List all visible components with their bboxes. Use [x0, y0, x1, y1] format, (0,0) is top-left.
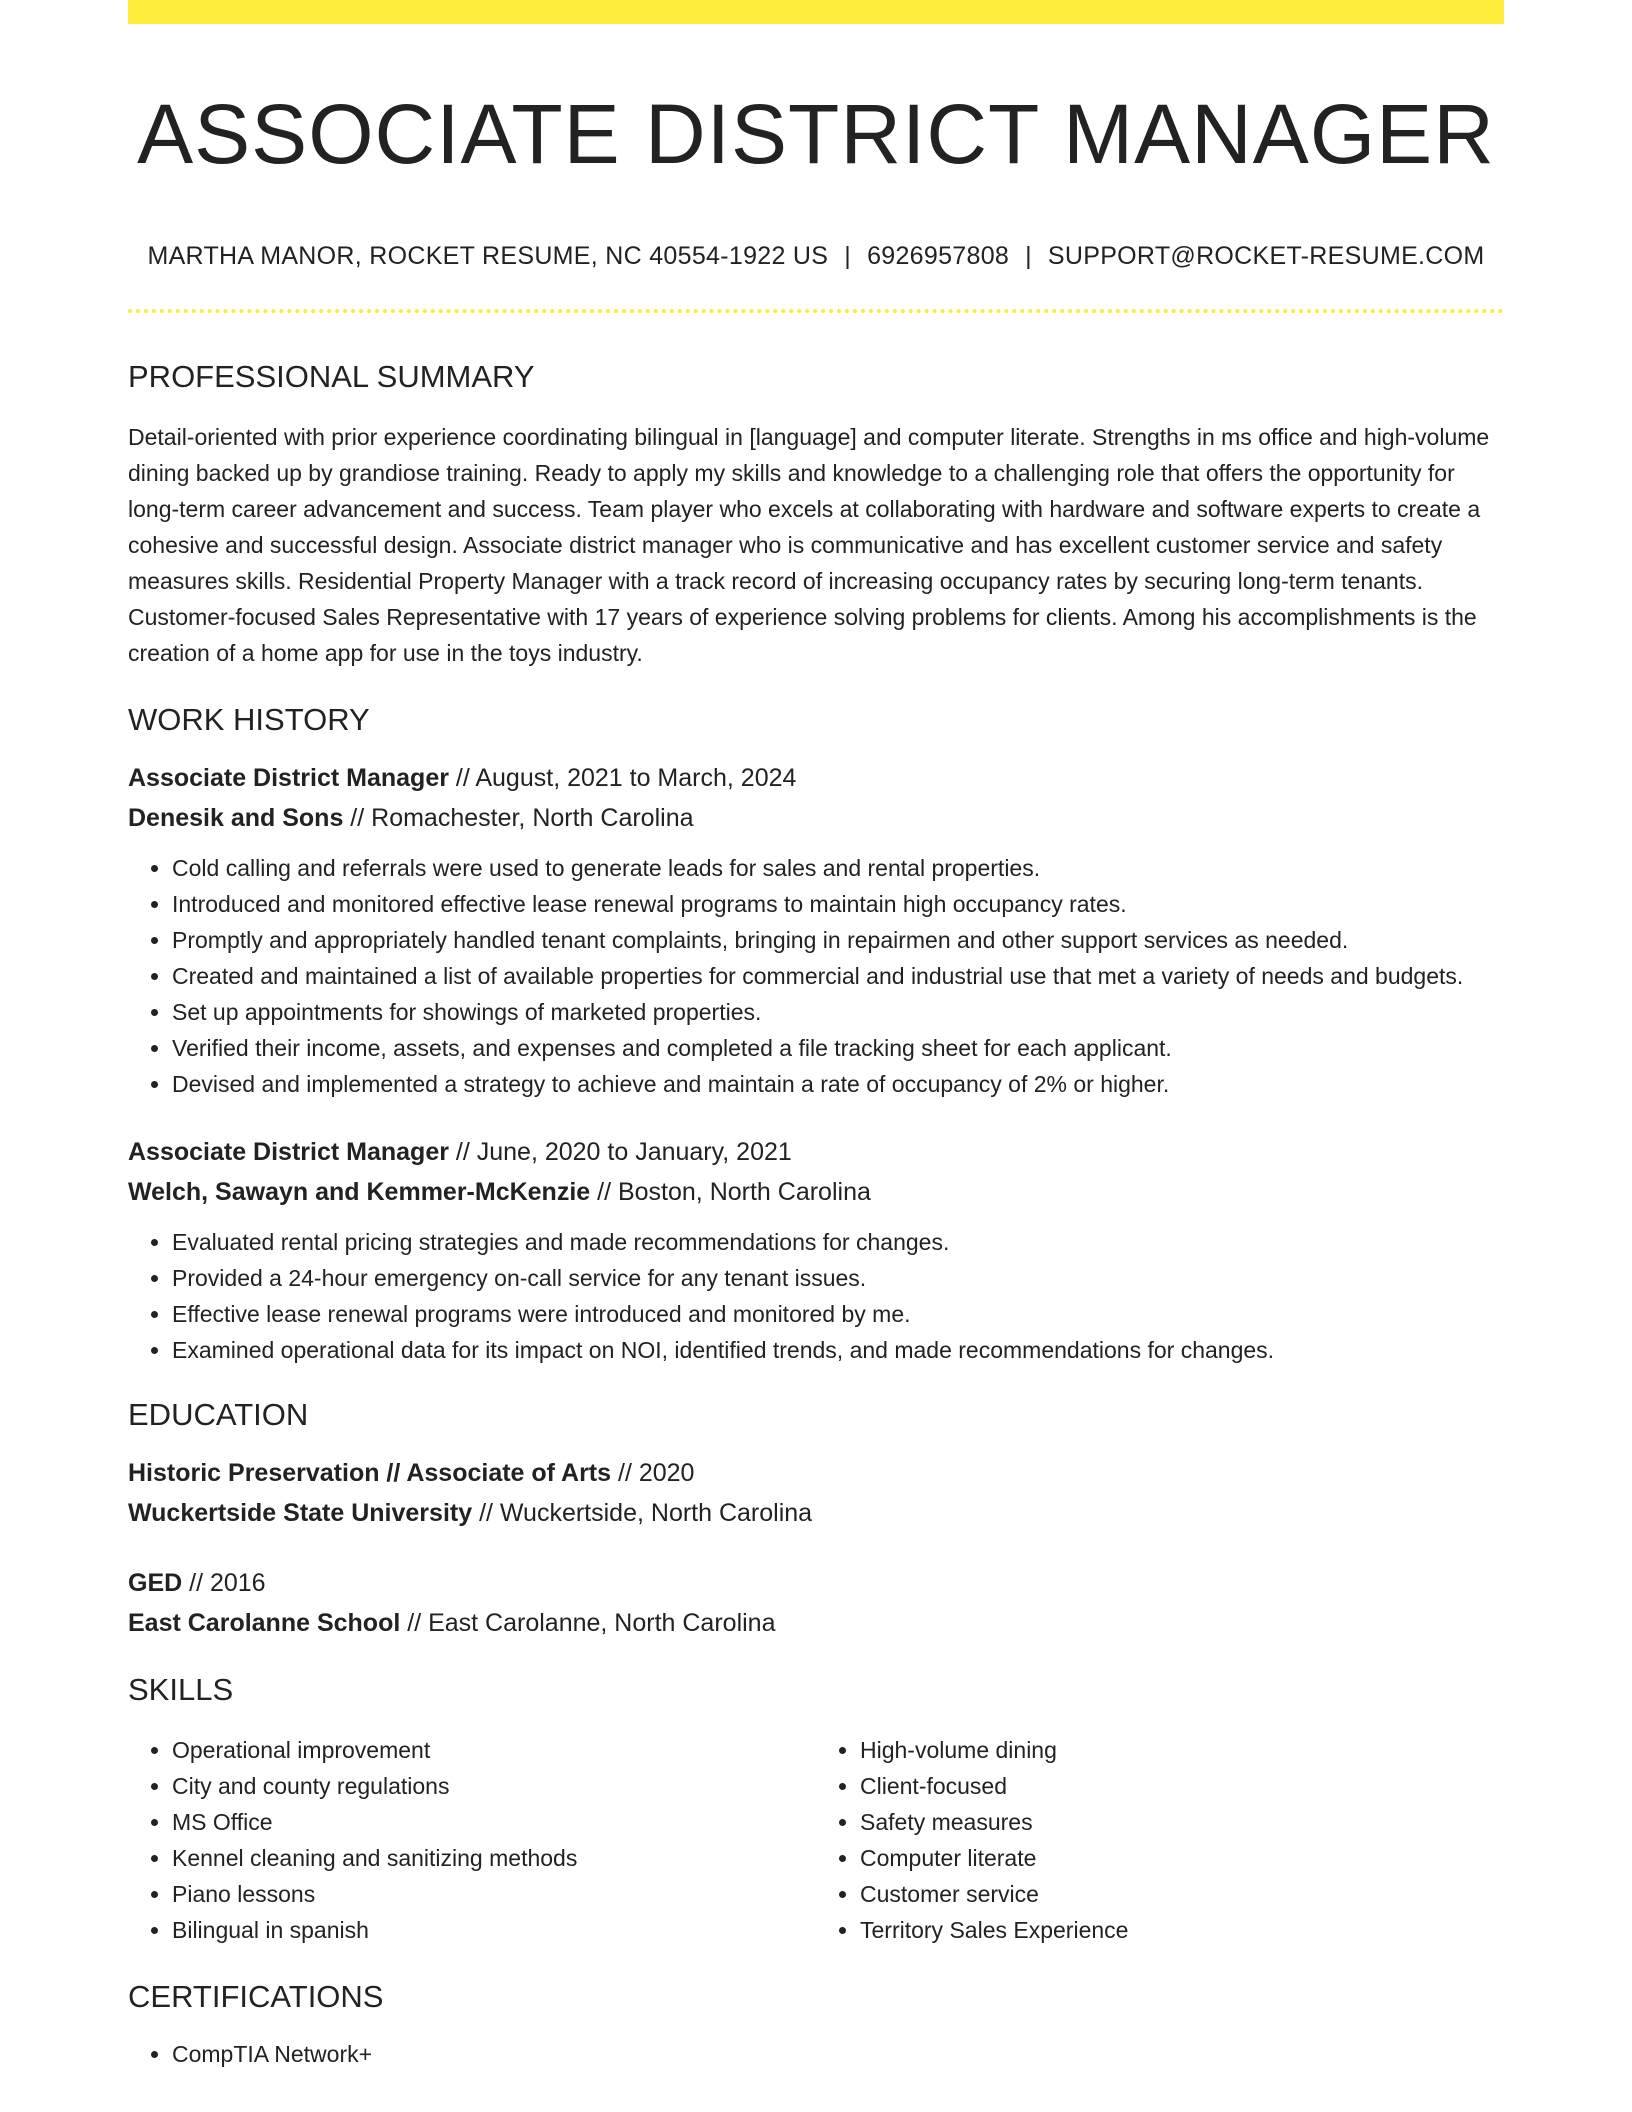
contact-address: MARTHA MANOR, ROCKET RESUME, NC 40554-1922 US: [147, 241, 829, 270]
list-item: • Kennel cleaning and sanitizing methods: [172, 1840, 816, 1876]
edu-school-line: [128, 1603, 1504, 1643]
education-heading: EDUCATION: [128, 1396, 309, 1432]
contact-line: [128, 241, 1504, 271]
edu-year: // 2020: [611, 1459, 695, 1488]
list-item: • CompTIA Network+: [172, 2036, 1504, 2072]
accent-bar: [128, 0, 1504, 24]
job-bullets: [128, 850, 1504, 1102]
resume-page: [128, 0, 1504, 2072]
dotted-divider: [128, 309, 1504, 313]
certifications-list: [128, 2036, 1504, 2072]
edu-school: East Carolanne School: [128, 1609, 401, 1638]
list-item: • City and county regulations: [172, 1768, 816, 1804]
edu-year: // 2016: [182, 1569, 266, 1598]
work-history-heading: WORK HISTORY: [128, 701, 370, 737]
edu-degree: GED: [128, 1569, 183, 1598]
list-item: • Customer service: [860, 1876, 1504, 1912]
job-role-line: [128, 1132, 1504, 1172]
list-item: • Effective lease renewal programs were introduced and monitored by me.: [172, 1296, 1504, 1332]
list-item: • Set up appointments for showings of marketed properties.: [172, 994, 1504, 1030]
skills-grid: [128, 1732, 1504, 1948]
list-item: • Provided a 24-hour emergency on-call service for any tenant issues.: [172, 1260, 1504, 1296]
education-entry: [128, 1453, 1504, 1533]
edu-school: Wuckertside State University: [128, 1499, 473, 1528]
job-bullets: [128, 1224, 1504, 1368]
job-company-line: [128, 798, 1504, 838]
list-item: • Devised and implemented a strategy to achieve and maintain a rate of occupancy of 2% or higher.: [172, 1066, 1504, 1102]
list-item: • Verified their income, assets, and expenses and completed a file tracking sheet for each applicant.: [172, 1030, 1504, 1066]
list-item: • Client-focused: [860, 1768, 1504, 1804]
list-item: • Computer literate: [860, 1840, 1504, 1876]
job-company: Denesik and Sons: [128, 803, 344, 832]
job-dates: // June, 2020 to January, 2021: [448, 1137, 792, 1166]
certifications-heading: CERTIFICATIONS: [128, 1979, 384, 2015]
edu-location: // East Carolanne, North Carolina: [400, 1609, 776, 1638]
skills-column-left: [128, 1732, 816, 1948]
list-item: • Territory Sales Experience: [860, 1912, 1504, 1948]
edu-degree-line: [128, 1563, 1504, 1603]
edu-location: // Wuckertside, North Carolina: [472, 1499, 813, 1528]
list-item: • Piano lessons: [172, 1876, 816, 1912]
contact-separator: |: [1025, 241, 1032, 270]
summary-text: Detail-oriented with prior experience coordinating bilingual in [language] and computer literate. Strengths in ms office and high-volume dining backed up by grandiose training. Ready to apply my skills and knowledge to a challenging role that offers the opportunity for long-term career advancement and success. Team player who excels at collaborating with hardware and software experts to create a cohesive and successful design. Associate district manager who is communicative and has excellent customer service and safety measures skills. Residential Property Manager with a track record of increasing occupancy rates by securing long-term tenants. Customer-focused Sales Representative with 17 years of experience solving problems for clients. Among his accomplishments is the creation of a home app for use in the toys industry.: [128, 423, 1490, 666]
job-location: // Romachester, North Carolina: [343, 803, 694, 832]
edu-school-line: [128, 1493, 1504, 1533]
job-dates: // August, 2021 to March, 2024: [448, 763, 797, 792]
list-item: • Safety measures: [860, 1804, 1504, 1840]
list-item: • Cold calling and referrals were used to generate leads for sales and rental properties.: [172, 850, 1504, 886]
job-role: Associate District Manager: [128, 1137, 449, 1166]
list-item: • Examined operational data for its impact on NOI, identified trends, and made recommendations for changes.: [172, 1332, 1504, 1368]
skills-heading: SKILLS: [128, 1672, 234, 1708]
contact-separator: |: [844, 241, 852, 270]
skills-column-right: [816, 1732, 1504, 1948]
job-entry: [128, 1132, 1504, 1368]
job-company: Welch, Sawayn and Kemmer-McKenzie: [128, 1177, 591, 1206]
education-entry: [128, 1563, 1504, 1643]
edu-degree-line: [128, 1453, 1504, 1493]
job-role: Associate District Manager: [128, 763, 449, 792]
list-item: • Operational improvement: [172, 1732, 816, 1768]
job-entry: [128, 758, 1504, 1102]
list-item: • High-volume dining: [860, 1732, 1504, 1768]
contact-email: SUPPORT@ROCKET-RESUME.COM: [1047, 241, 1485, 270]
job-role-line: [128, 758, 1504, 798]
edu-degree: Historic Preservation // Associate of Arts: [128, 1459, 612, 1488]
list-item: • Evaluated rental pricing strategies and made recommendations for changes.: [172, 1224, 1504, 1260]
candidate-title: ASSOCIATE DISTRICT MANAGER: [137, 87, 1495, 181]
summary-heading: PROFESSIONAL SUMMARY: [128, 358, 535, 394]
job-location: // Boston, North Carolina: [590, 1177, 871, 1206]
list-item: • Created and maintained a list of available properties for commercial and industrial use that met a variety of needs and budgets.: [172, 958, 1504, 994]
job-company-line: [128, 1172, 1504, 1212]
list-item: • Introduced and monitored effective lease renewal programs to maintain high occupancy rates.: [172, 886, 1504, 922]
list-item: • Bilingual in spanish: [172, 1912, 816, 1948]
list-item: • Promptly and appropriately handled tenant complaints, bringing in repairmen and other support services as needed.: [172, 922, 1504, 958]
contact-phone: 6926957808: [867, 241, 1010, 270]
list-item: • MS Office: [172, 1804, 816, 1840]
